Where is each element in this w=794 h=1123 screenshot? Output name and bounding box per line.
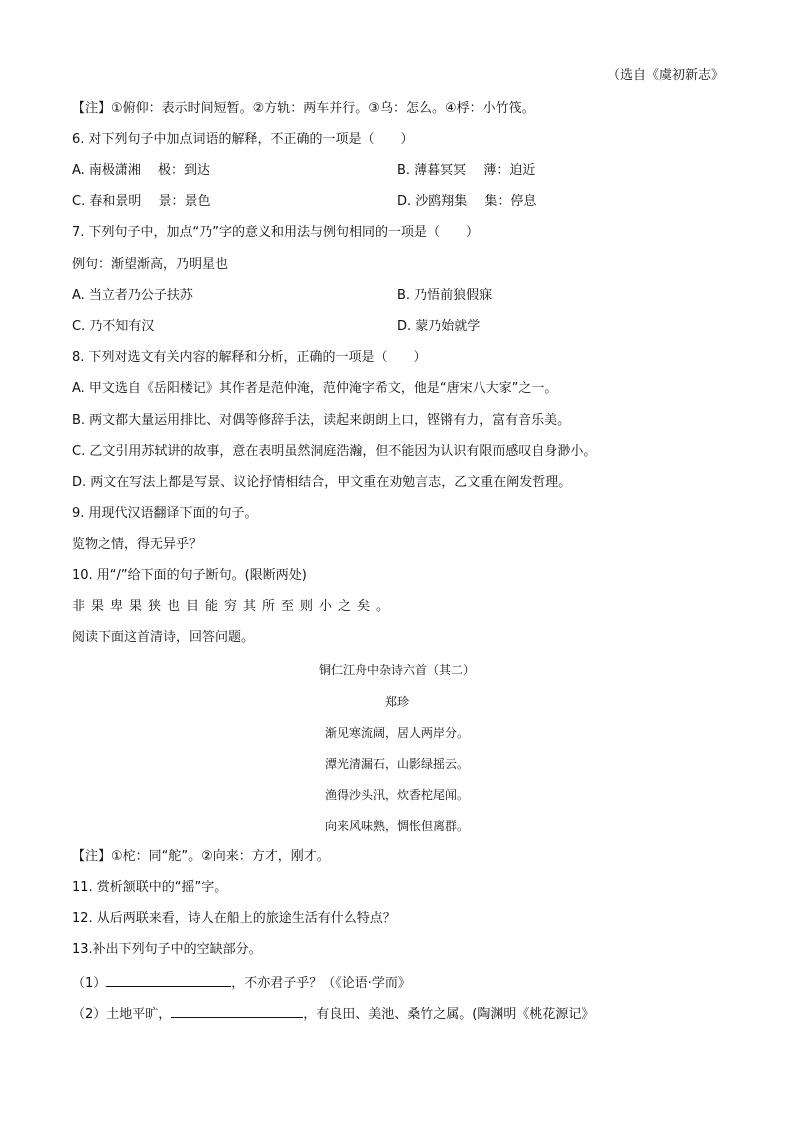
question-11: 11. 赏析颔联中的“摇”字。	[72, 880, 228, 895]
poem-author: 郑珍	[384, 695, 409, 709]
q6-option-c: C. 春和景明 景：景色	[72, 194, 211, 209]
question-6-stem: 6. 对下列句子中加点词语的解释，不正确的一项是（ ）	[72, 132, 414, 147]
q7-option-b: B. 乃悟前狼假寐	[397, 288, 493, 303]
q7-option-d: D. 蒙乃始就学	[397, 319, 481, 334]
q8-option-a: A. 甲文选自《岳阳楼记》其作者是范仲淹，范仲淹字希文，他是“唐宋八大家”之一。	[72, 381, 558, 396]
q13-item-2	[72, 1004, 594, 1024]
question-8-stem: 8. 下列对选文有关内容的解释和分析，正确的一项是（ ）	[72, 350, 427, 365]
poem-note: 【注】①柁：同“舵”。②向来：方才，刚才。	[72, 849, 330, 864]
poem-line: 渔得沙头汛，炊香柁尾闻。	[324, 788, 469, 802]
q8-option-c: C. 乙文引用苏轼讲的故事，意在表明虽然洞庭浩瀚，但不能因为认识有限而感叹自身渺小。	[72, 444, 597, 459]
q9-sentence: 览物之情，得无异乎？	[72, 537, 203, 552]
question-10-stem: 10. 用“/”给下面的句子断句。(限断两处)	[72, 568, 307, 583]
answer-blank[interactable]	[171, 1004, 303, 1018]
q13-item-1-prefix: （1）	[72, 976, 107, 991]
q10-sentence: 非果卑果狭也目能穷其所至则小之矣。	[72, 599, 396, 614]
question-9-stem: 9. 用现代汉语翻译下面的句子。	[72, 506, 258, 521]
q7-option-c: C. 乃不知有汉	[72, 319, 155, 334]
poem-line: 潭光清漏石，山影绿摇云。	[324, 757, 469, 771]
q7-option-a: A. 当立者乃公子扶苏	[72, 288, 193, 303]
poem-line: 渐见寒流阔，居人两岸分。	[324, 726, 469, 740]
q13-item-2-suffix: ，有良田、美池、桑竹之属。(陶渊明《桃花源记》	[303, 1007, 595, 1022]
q13-item-1-suffix: ，不亦君子乎？（《论语·学而》	[231, 976, 411, 991]
q6-option-b: B. 薄暮冥冥 薄：迫近	[397, 163, 536, 178]
q13-item-1	[72, 973, 411, 993]
q8-option-b: B. 两文都大量运用排比、对偶等修辞手法，读起来朗朗上口，铿锵有力，富有音乐美。	[72, 413, 571, 428]
question-12: 12. 从后两联来看，诗人在船上的旅途生活有什么特点？	[72, 911, 396, 926]
source-citation: （选自《虞初新志》	[606, 68, 724, 83]
q8-option-d: D. 两文在写法上都是写景、议论抒情相结合，甲文重在劝勉言志，乙文重在阐发哲理。	[72, 475, 572, 490]
answer-blank[interactable]	[106, 973, 231, 987]
q6-option-d: D. 沙鸥翔集 集：停息	[397, 194, 537, 209]
annotation-note: 【注】①俯仰：表示时间短暂。②方轨：两车并行。③乌：怎么。④桴：小竹筏。	[72, 101, 535, 116]
question-7-stem: 7. 下列句子中，加点“乃”字的意义和用法与例句相同的一项是（ ）	[72, 225, 480, 240]
poem-line: 向来风味熟，惆怅但离群。	[324, 819, 469, 833]
q13-item-2-prefix: （2）土地平旷，	[72, 1007, 172, 1022]
q7-example: 例句：渐望渐高，乃明星也	[72, 257, 229, 272]
question-13-stem: 13.补出下列句子中的空缺部分。	[72, 942, 262, 957]
q6-option-a: A. 南极潇湘 极：到达	[72, 163, 211, 178]
poem-intro: 阅读下面这首清诗，回答问题。	[72, 630, 255, 645]
poem-title: 铜仁江舟中杂诗六首（其二）	[318, 663, 475, 677]
